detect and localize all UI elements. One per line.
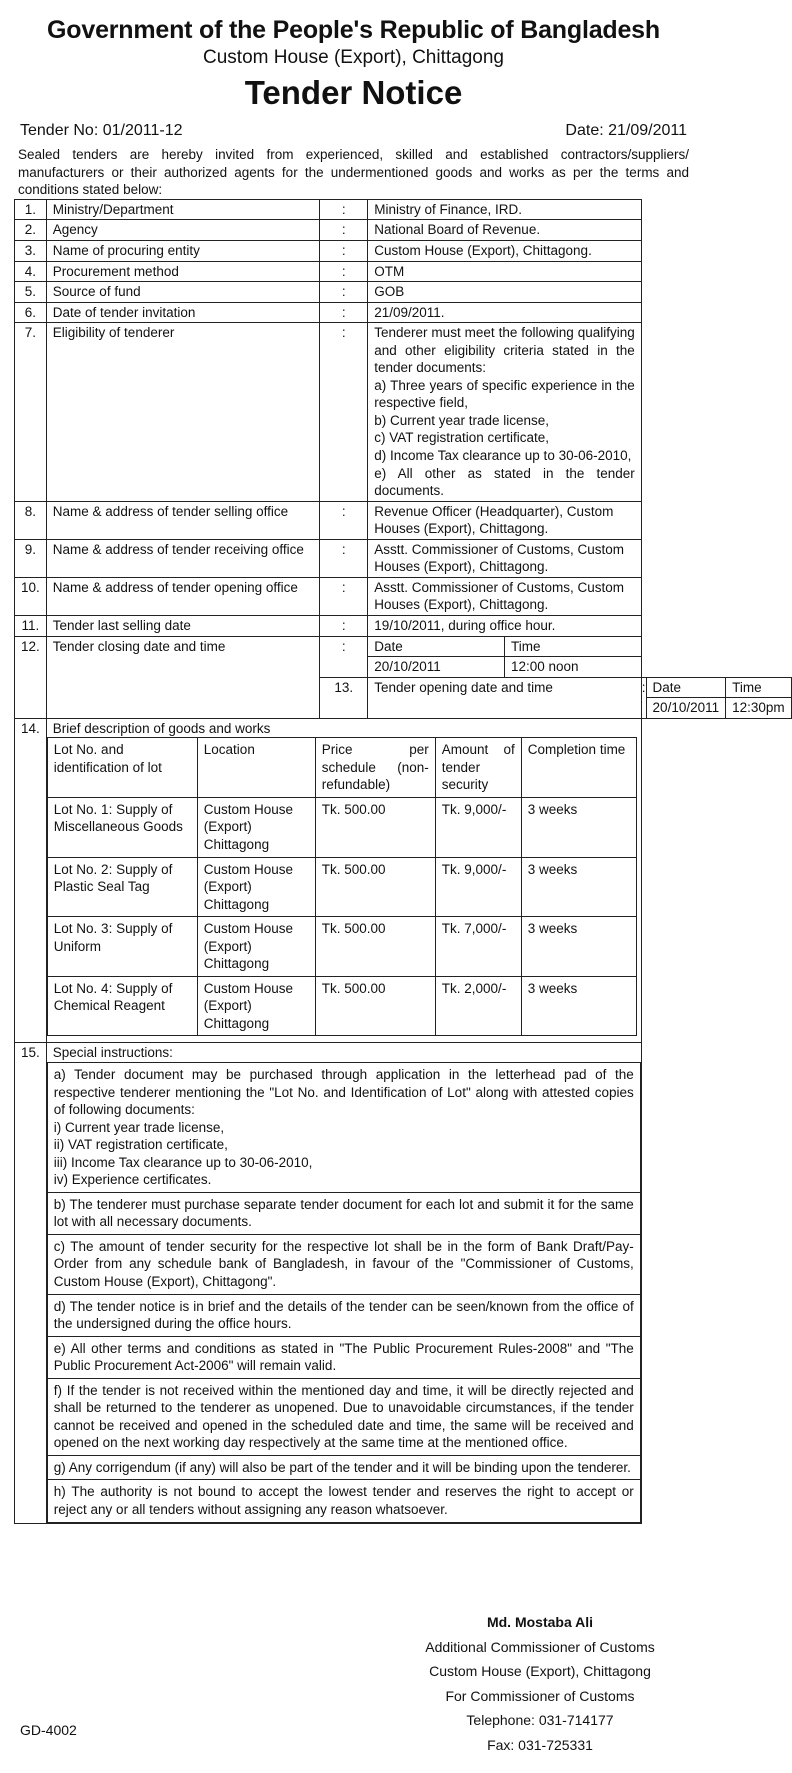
row-colon: : (320, 261, 368, 282)
row-number: 10. (15, 577, 47, 615)
signatory-for: For Commissioner of Customs (445, 1687, 635, 1704)
row-number: 2. (15, 220, 47, 241)
row-colon: : (320, 636, 368, 677)
row-value: GOB (368, 282, 642, 303)
time-header: Time (505, 636, 642, 657)
row-label: Date of tender invitation (46, 302, 320, 323)
table-row (15, 615, 792, 636)
tender-details-table (14, 199, 792, 1524)
instruction-a-item: iv) Experience certificates. (53, 1172, 212, 1188)
time-header: Time (726, 677, 792, 698)
signatory-name: Md. Mostaba Ali (486, 1614, 594, 1630)
row-label: Source of fund (46, 282, 320, 303)
eligibility-item: a) Three years of specific experience in the respective field, (374, 377, 635, 411)
row-value: OTM (368, 261, 642, 282)
government-heading: Government of the People's Republic of Bangladesh (47, 16, 660, 44)
lot-price: Tk. 500.00 (315, 797, 435, 857)
lot-location: Custom House (Export) Chittagong (197, 917, 315, 977)
instruction-c: c) The amount of tender security for the respective lot shall be in the form of Bank Draft/Pay-Order from any schedule bank of Bangladesh, in favour of the "Commissioner of Customs, Custom House (Export), Chittagong". (47, 1234, 640, 1294)
table-row-eligibility (15, 323, 792, 501)
lot-security: Tk. 2,000/- (435, 976, 521, 1036)
opening-date: 20/10/2011 (646, 698, 726, 719)
instruction-a-item: i) Current year trade license, (53, 1119, 225, 1135)
table-row (47, 976, 636, 1036)
lot-id: Lot No. 4: Supply of Chemical Reagent (47, 976, 197, 1036)
row-label: Tender closing date and time (46, 636, 320, 718)
row-label: Name of procuring entity (46, 241, 320, 262)
instructions-label: Special instructions: (52, 1045, 173, 1061)
table-row (15, 577, 792, 615)
opening-datetime (646, 677, 791, 718)
opening-time: 12:30pm (726, 698, 792, 719)
lot-price: Tk. 500.00 (315, 917, 435, 977)
signatory-fax: Fax: 031-725331 (487, 1736, 593, 1753)
special-instructions (46, 1043, 641, 1523)
eligibility-item: e) All other as stated in the tender documents. (374, 465, 635, 499)
date-header: Date (646, 677, 726, 698)
table-row (15, 501, 792, 539)
row-value: Revenue Officer (Headquarter), Custom Houses (Export), Chittagong. (368, 501, 642, 539)
tender-date: Date: 21/09/2011 (565, 122, 687, 140)
lots-header: Completion time (521, 738, 636, 798)
row-value: Custom House (Export), Chittagong. (368, 241, 642, 262)
instruction-a (47, 1062, 640, 1192)
goods-label: Brief description of goods and works (52, 720, 271, 736)
row-number: 5. (15, 282, 47, 303)
row-colon: : (320, 577, 368, 615)
row-value: National Board of Revenue. (368, 220, 642, 241)
lot-security: Tk. 7,000/- (435, 917, 521, 977)
lots-header: Price per schedule (non-refundable) (315, 738, 435, 798)
lots-table (47, 737, 637, 1036)
row-value: Ministry of Finance, IRD. (368, 199, 642, 220)
lot-id: Lot No. 1: Supply of Miscellaneous Goods (47, 797, 197, 857)
table-row (47, 797, 636, 857)
lots-header: Amount of tender security (435, 738, 521, 798)
row-number: 1. (15, 199, 47, 220)
lot-id: Lot No. 2: Supply of Plastic Seal Tag (47, 857, 197, 917)
table-row-closing (15, 636, 792, 677)
table-row (15, 302, 792, 323)
closing-date: 20/10/2011 (368, 657, 505, 678)
row-label: Name & address of tender selling office (46, 501, 320, 539)
row-value: Asstt. Commissioner of Customs, Custom Houses (Export), Chittagong. (368, 577, 642, 615)
row-label: Name & address of tender opening office (46, 577, 320, 615)
table-row (15, 241, 792, 262)
row-label: Tender last selling date (46, 615, 320, 636)
lots-header: Lot No. and identification of lot (47, 738, 197, 798)
instruction-d: d) The tender notice is in brief and the details of the tender can be seen/known from the office of the undersigned during the office hours. (47, 1294, 640, 1336)
lot-security: Tk. 9,000/- (435, 797, 521, 857)
table-row (15, 261, 792, 282)
gd-number: GD-4002 (20, 1722, 77, 1738)
signature-block (390, 1610, 690, 1757)
row-value: 21/09/2011. (368, 302, 642, 323)
eligibility-item: d) Income Tax clearance up to 30-06-2010, (374, 448, 632, 464)
row-number: 7. (15, 323, 47, 501)
signatory-office: Custom House (Export), Chittagong (429, 1663, 651, 1679)
table-row (15, 282, 792, 303)
table-row (47, 857, 636, 917)
row-number: 6. (15, 302, 47, 323)
row-label: Procurement method (46, 261, 320, 282)
row-colon: : (320, 323, 368, 501)
eligibility-intro: Tenderer must meet the following qualifying and other eligibility criteria stated in the tender documents: (374, 325, 635, 376)
lot-security: Tk. 9,000/- (435, 857, 521, 917)
table-row (15, 220, 792, 241)
row-number: 13. (320, 677, 368, 718)
instruction-g: g) Any corrigendum (if any) will also be part of the tender and it will be binding upon the tenderer. (47, 1455, 640, 1480)
row-colon: : (320, 241, 368, 262)
lot-price: Tk. 500.00 (315, 857, 435, 917)
lot-id: Lot No. 3: Supply of Uniform (47, 917, 197, 977)
instruction-b: b) The tenderer must purchase separate tender document for each lot and submit it for the same lot with all necessary documents. (47, 1192, 640, 1234)
row-value: Asstt. Commissioner of Customs, Custom Houses (Export), Chittagong. (368, 539, 642, 577)
row-number: 11. (15, 615, 47, 636)
tender-meta (14, 121, 693, 142)
table-row (15, 539, 792, 577)
table-row-goods (15, 718, 792, 1043)
lot-location: Custom House (Export) Chittagong (197, 797, 315, 857)
goods-description (46, 718, 641, 1043)
row-number: 14. (15, 718, 47, 1043)
signatory-title: Additional Commissioner of Customs (425, 1638, 655, 1655)
eligibility-item: c) VAT registration certificate, (374, 430, 550, 446)
row-colon: : (320, 282, 368, 303)
row-label: Eligibility of tenderer (46, 323, 320, 501)
office-subheading: Custom House (Export), Chittagong (203, 46, 504, 68)
row-colon: : (320, 302, 368, 323)
lots-header-row (47, 738, 636, 798)
row-colon: : (320, 199, 368, 220)
row-colon: : (641, 677, 646, 718)
intro-paragraph: Sealed tenders are hereby invited from experienced, skilled and established contractors/suppliers/ manufacturers or their authorized agents for the undermentioned goods and works as per the terms and conditions stated below: (18, 147, 689, 198)
row-label: Name & address of tender receiving office (46, 539, 320, 577)
instruction-e: e) All other terms and conditions as stated in "The Public Procurement Rules-2008" and "The Public Procurement Act-2006" will remain valid. (47, 1336, 640, 1378)
signatory-telephone: Telephone: 031-714177 (466, 1712, 614, 1728)
instruction-a-item: iii) Income Tax clearance up to 30-06-2010, (53, 1154, 313, 1170)
eligibility-item: b) Current year trade license, (374, 412, 550, 428)
row-number: 4. (15, 261, 47, 282)
lot-time: 3 weeks (521, 857, 636, 917)
lot-location: Custom House (Export) Chittagong (197, 976, 315, 1036)
row-number: 15. (15, 1043, 47, 1523)
row-number: 12. (15, 636, 47, 718)
row-colon: : (320, 615, 368, 636)
closing-datetime (368, 636, 642, 677)
lot-price: Tk. 500.00 (315, 976, 435, 1036)
instruction-f: f) If the tender is not received within the mentioned day and time, it will be directly rejected and shall be returned to the tenderer as unopened. Due to unavoidable circumstances, if the tender cannot be received and opened in the scheduled date and time, the same will be received and opened on the next working day respectively at the same time at the mentioned office. (47, 1378, 640, 1455)
page-title: Tender Notice (244, 73, 463, 111)
row-colon: : (320, 539, 368, 577)
lot-time: 3 weeks (521, 797, 636, 857)
row-label: Tender opening date and time (368, 677, 642, 718)
instruction-a-intro: a) Tender document may be purchased through application in the letterhead pad of the respective tenderer mentioning the "Lot No. and Identification of Lot" along with attested copies of following documents: (53, 1066, 634, 1118)
row-colon: : (320, 220, 368, 241)
date-header: Date (368, 636, 505, 657)
instruction-h: h) The authority is not bound to accept the lowest tender and reserves the right to accept or reject any or all tenders without assigning any reason whatsoever. (47, 1480, 640, 1522)
row-label: Agency (46, 220, 320, 241)
lots-header: Location (197, 738, 315, 798)
row-colon: : (320, 501, 368, 539)
row-number: 9. (15, 539, 47, 577)
table-row (47, 917, 636, 977)
row-number: 3. (15, 241, 47, 262)
table-row (15, 199, 792, 220)
lot-location: Custom House (Export) Chittagong (197, 857, 315, 917)
table-row-instructions (15, 1043, 792, 1523)
row-value: 19/10/2011, during office hour. (368, 615, 642, 636)
instructions-table (47, 1062, 641, 1523)
lot-time: 3 weeks (521, 917, 636, 977)
instruction-a-item: ii) VAT registration certificate, (53, 1137, 228, 1153)
lot-time: 3 weeks (521, 976, 636, 1036)
row-number: 8. (15, 501, 47, 539)
tender-number: Tender No: 01/2011-12 (20, 122, 183, 140)
eligibility-criteria (368, 323, 642, 501)
closing-time: 12:00 noon (505, 657, 642, 678)
row-label: Ministry/Department (46, 199, 320, 220)
